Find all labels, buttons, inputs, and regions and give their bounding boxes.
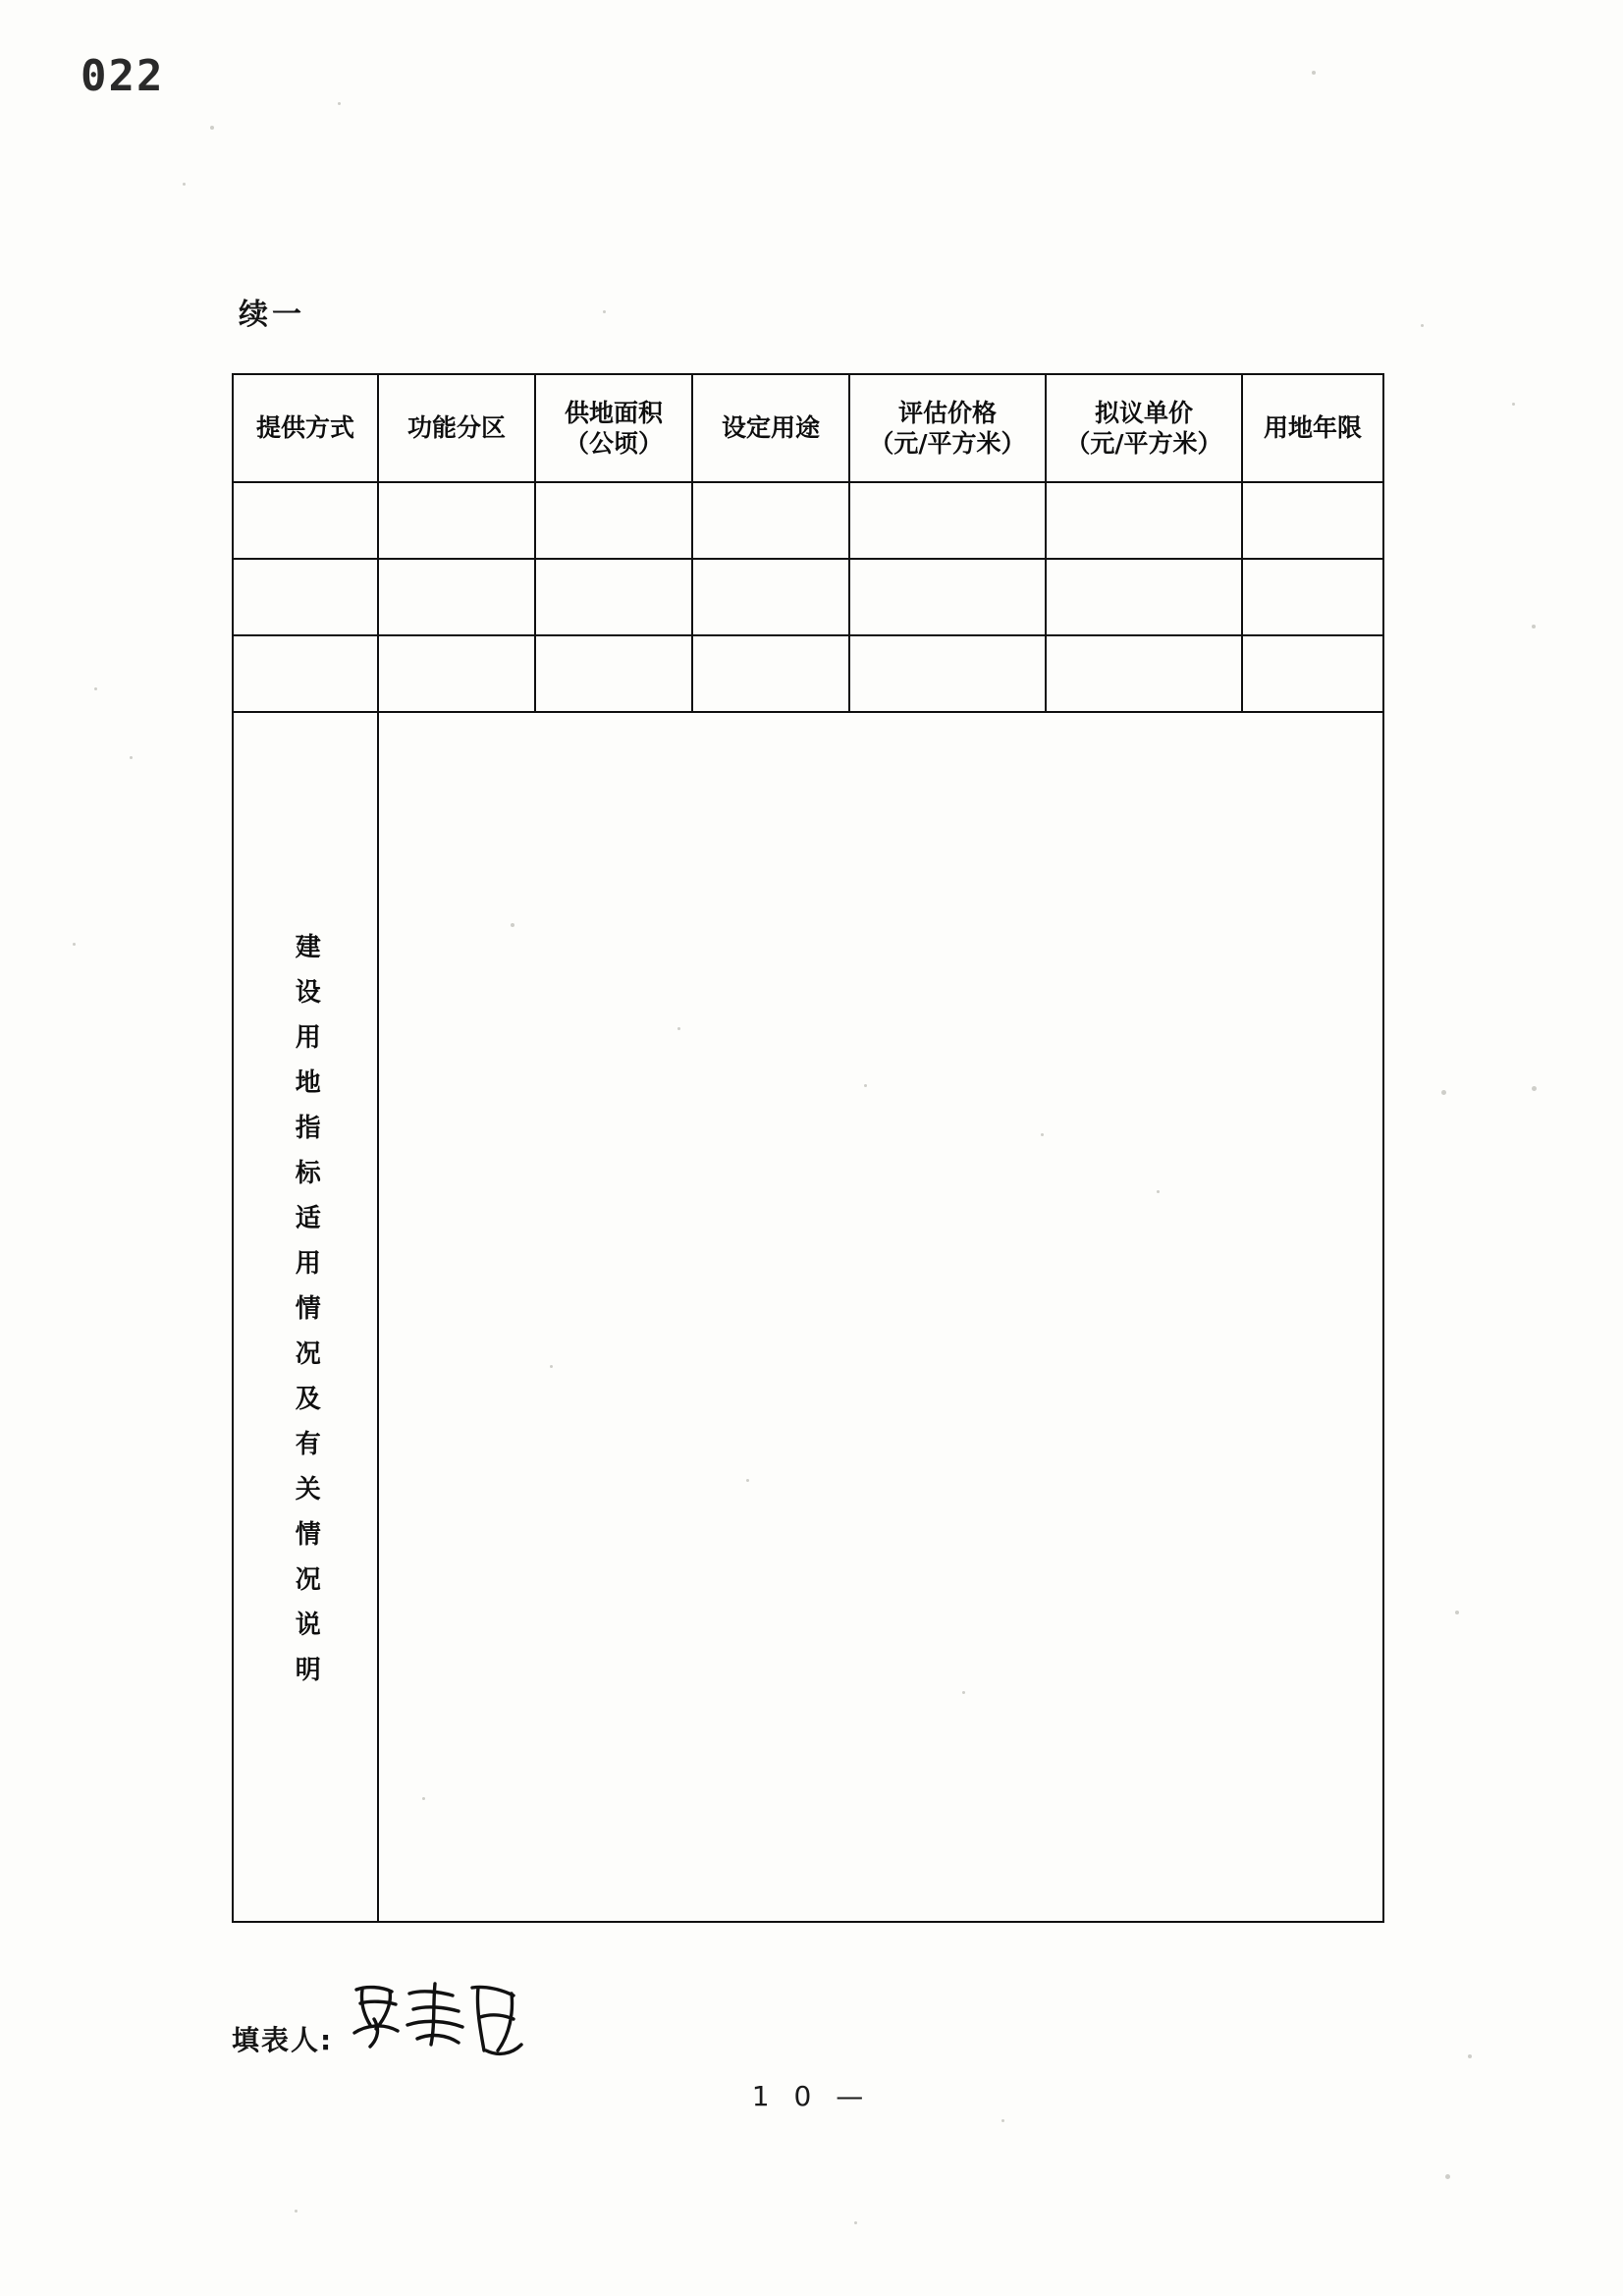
header-line1: 拟议单价 xyxy=(1094,398,1193,427)
cell-land-term[interactable] xyxy=(1242,635,1383,712)
scan-speckle xyxy=(1455,1611,1459,1614)
scan-speckle xyxy=(73,943,76,946)
header-line1: 功能分区 xyxy=(406,413,506,443)
scan-speckle xyxy=(1312,71,1316,75)
cell-land-term[interactable] xyxy=(1242,559,1383,635)
scan-speckle xyxy=(1532,625,1536,629)
cell-appraised-price[interactable] xyxy=(849,559,1046,635)
notes-row xyxy=(233,712,1383,1922)
scan-speckle xyxy=(1512,403,1515,406)
cell-supply-area[interactable] xyxy=(535,559,692,635)
header-line1: 评估价格 xyxy=(897,398,997,427)
header-line1: 提供方式 xyxy=(255,413,354,443)
notes-label-text: 建设用地指标适用情况及有关情况说明 xyxy=(291,933,321,1701)
column-header-supply-area xyxy=(535,374,692,482)
cell-supply-method[interactable] xyxy=(233,635,378,712)
header-line2: （元/平方米） xyxy=(1065,429,1222,458)
signature-label: 填表人: xyxy=(232,2024,334,2056)
cell-function-zone[interactable] xyxy=(378,482,535,559)
scan-speckle xyxy=(1421,324,1424,327)
column-header-supply-method xyxy=(233,374,378,482)
scan-speckle xyxy=(854,2221,857,2224)
scan-speckle xyxy=(94,687,97,690)
cell-designated-use[interactable] xyxy=(692,482,849,559)
scan-speckle xyxy=(210,126,214,130)
continuation-label: 续一 xyxy=(239,298,305,332)
header-line1: 设定用途 xyxy=(721,413,820,443)
scan-speckle xyxy=(338,102,341,105)
cell-proposed-unit-price[interactable] xyxy=(1046,482,1242,559)
column-header-designated-use xyxy=(692,374,849,482)
cell-appraised-price[interactable] xyxy=(849,635,1046,712)
cell-appraised-price[interactable] xyxy=(849,482,1046,559)
scan-speckle xyxy=(1532,1086,1537,1091)
scan-speckle xyxy=(295,2210,298,2213)
scan-speckle xyxy=(1001,2119,1004,2122)
scan-speckle xyxy=(1441,1090,1446,1095)
scan-speckle xyxy=(183,183,186,186)
header-line1: 供地面积 xyxy=(564,398,663,427)
table-row xyxy=(233,482,1383,559)
cell-designated-use[interactable] xyxy=(692,635,849,712)
table-row xyxy=(233,635,1383,712)
header-line2: （元/平方米） xyxy=(869,429,1026,458)
cell-supply-method[interactable] xyxy=(233,559,378,635)
cell-supply-area[interactable] xyxy=(535,635,692,712)
scan-speckle xyxy=(130,756,133,759)
cell-function-zone[interactable] xyxy=(378,559,535,635)
notes-vertical-label xyxy=(233,712,378,1922)
scan-speckle xyxy=(603,310,606,313)
scan-speckle xyxy=(1468,2054,1472,2058)
column-header-appraised-price xyxy=(849,374,1046,482)
cell-land-term[interactable] xyxy=(1242,482,1383,559)
cell-supply-method[interactable] xyxy=(233,482,378,559)
cell-proposed-unit-price[interactable] xyxy=(1046,635,1242,712)
notes-content-area[interactable] xyxy=(378,712,1383,1922)
cell-proposed-unit-price[interactable] xyxy=(1046,559,1242,635)
signature-row xyxy=(232,1974,535,2058)
land-supply-table xyxy=(232,373,1384,1923)
cell-designated-use[interactable] xyxy=(692,559,849,635)
column-header-land-term xyxy=(1242,374,1383,482)
table-header-row xyxy=(233,374,1383,482)
column-header-proposed-unit-price xyxy=(1046,374,1242,482)
table-row xyxy=(233,559,1383,635)
page-number-footer: 1 0 — xyxy=(751,2080,872,2112)
archive-number: 022 xyxy=(81,51,165,101)
cell-supply-area[interactable] xyxy=(535,482,692,559)
column-header-function-zone xyxy=(378,374,535,482)
header-line2: （公顷） xyxy=(564,429,663,458)
scan-speckle xyxy=(1445,2174,1450,2179)
handwritten-signature xyxy=(349,1974,535,2058)
header-line1: 用地年限 xyxy=(1263,413,1362,443)
cell-function-zone[interactable] xyxy=(378,635,535,712)
